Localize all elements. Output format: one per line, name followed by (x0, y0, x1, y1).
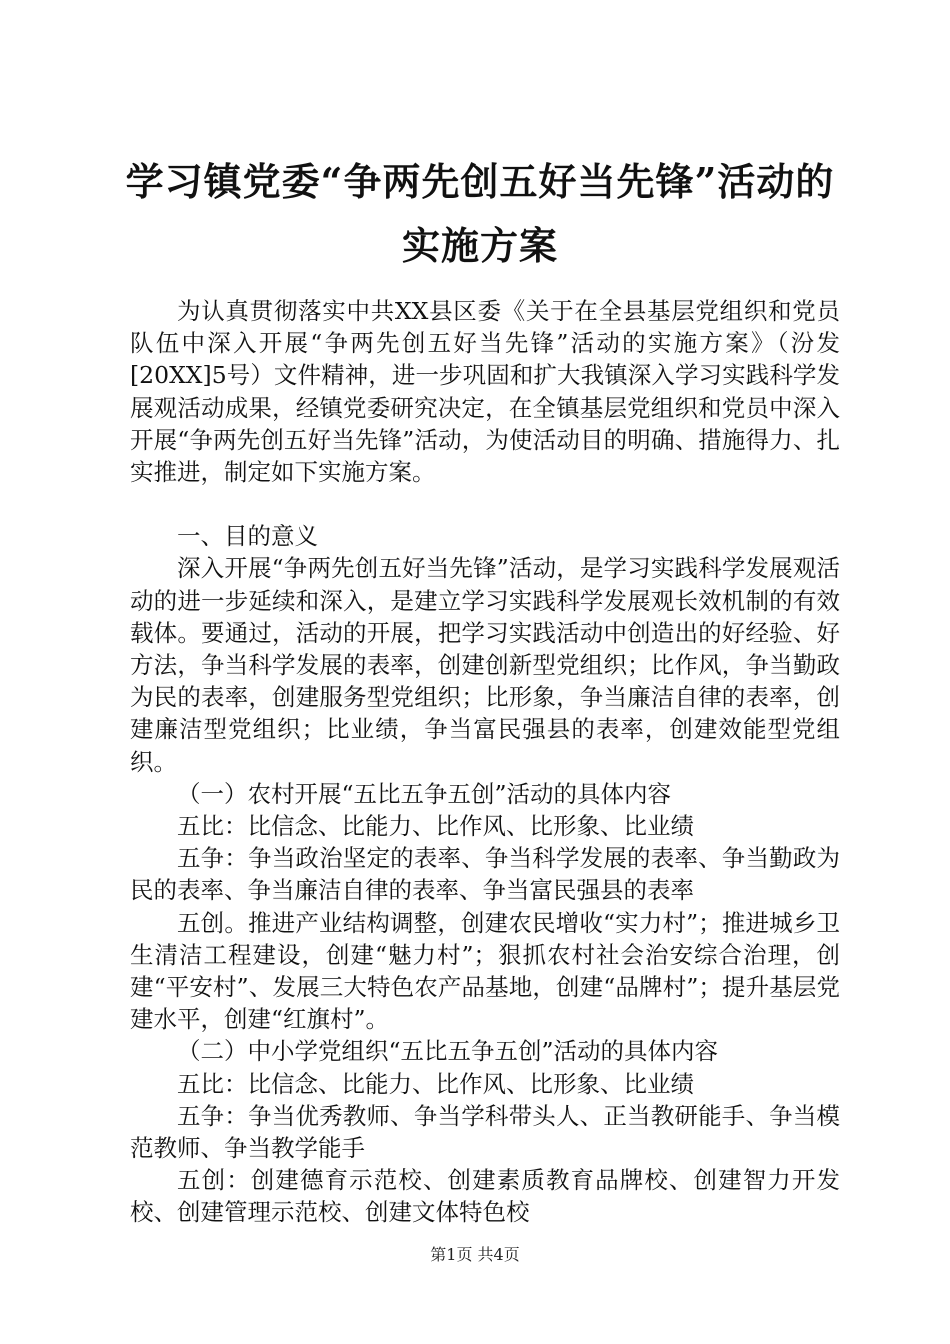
purpose-paragraph: 深入开展“争两先创五好当先锋”活动，是学习实践科学发展观活动的进一步延续和深入，是建立学习实践科学发展观长效机制的有效载体。要通过，活动的开展，把学习实践活动中创造出的好经验、好方法，争当科学发展的表率，创建创新型党组织；比作风，争当勤政为民的表率，创建服务型党组织；比形象，争当廉洁自律的表率，创建廉洁型党组织；比业绩，争当富民强县的表率，创建效能型党组织。 (130, 554, 840, 776)
rural-five-create: 五创。推进产业结构调整，创建农民增收“实力村”；推进城乡卫生清洁工程建设，创建“魅力村”；狠抓农村社会治安综合治理，创建“平安村”、发展三大特色农产品基地，创建“品牌村”；提升基层党建水平，创建“红旗村”。 (130, 908, 840, 1034)
intro-paragraph: 为认真贯彻落实中共XX县区委《关于在全县基层党组织和党员队伍中深入开展“争两先创五好当先锋”活动的实施方案》（汾发[20XX]5号）文件精神，进一步巩固和扩大我镇深入学习实践科学发展观活动成果，经镇党委研究决定，在全镇基层党组织和党员中深入开展“争两先创五好当先锋”活动，为使活动目的明确、措施得力、扎实推进，制定如下实施方案。 (130, 297, 840, 487)
rural-five-strive: 五争：争当政治坚定的表率、争当科学发展的表率、争当勤政为民的表率、争当廉洁自律的表率、争当富民强县的表率 (130, 844, 840, 905)
subsection-heading-schools: （二）中小学党组织“五比五争五创”活动的具体内容 (177, 1037, 719, 1066)
document-title: 学习镇党委“争两先创五好当先锋”活动的实施方案 (125, 159, 835, 268)
subsection-heading-rural: （一）农村开展“五比五争五创”活动的具体内容 (177, 779, 672, 808)
section-heading-purpose: 一、目的意义 (177, 522, 318, 551)
document-body (130, 295, 840, 1229)
rural-five-compare: 五比：比信念、比能力、比作风、比形象、比业绩 (177, 812, 694, 841)
school-five-compare: 五比：比信念、比能力、比作风、比形象、比业绩 (177, 1069, 694, 1098)
school-five-create: 五创：创建德育示范校、创建素质教育品牌校、创建智力开发校、创建管理示范校、创建文体特色校 (130, 1166, 840, 1227)
school-five-strive: 五争：争当优秀教师、争当学科带头人、正当教研能手、争当模范教师、争当教学能手 (130, 1101, 840, 1163)
page-number-footer: 第1页 共4页 (430, 1245, 520, 1264)
